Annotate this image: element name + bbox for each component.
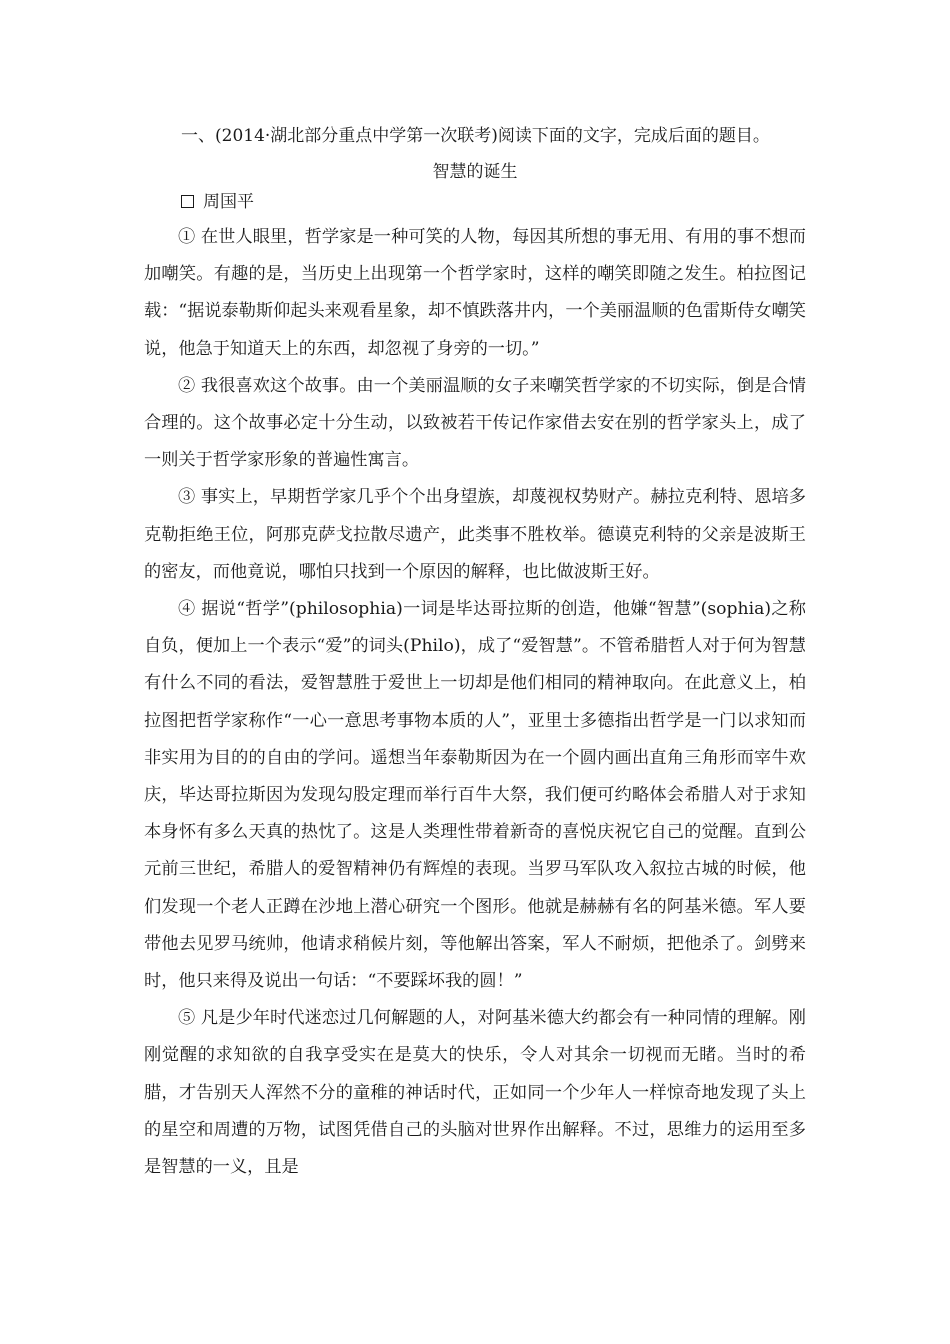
article-title: 智慧的诞生	[432, 162, 518, 182]
article-body	[144, 219, 806, 1186]
paragraph-3: ③ 事实上，早期哲学家几乎个个出身望族，却蔑视权势财产。赫拉克利特、恩培多克勒拒绝王位，阿那克萨戈拉散尽遗产，此类事不胜枚举。德谟克利特的父亲是波斯王的密友，而他竟说，哪怕只找到一个原因的解释，也比做波斯王好。	[144, 487, 806, 582]
author-name: 周国平	[203, 192, 254, 212]
author-byline	[181, 190, 254, 214]
question-heading: 一、(2014·湖北部分重点中学第一次联考)阅读下面的文字，完成后面的题目。	[181, 126, 770, 146]
paragraph-5: ⑤ 凡是少年时代迷恋过几何解题的人，对阿基米德大约都会有一种同情的理解。刚刚觉醒的求知欲的自我享受实在是莫大的快乐，令人对其余一切视而无睹。当时的希腊，才告别天人浑然不分的童稚的神话时代，正如同一个少年人一样惊奇地发现了头上的星空和周遭的万物，试图凭借自己的头脑对世界作出解释。不过，思维力的运用至多是智慧的一义，且是	[144, 1008, 806, 1178]
paragraph-4: ④ 据说“哲学”(philosophia)一词是毕达哥拉斯的创造，他嫌“智慧”(sophia)之称自负，便加上一个表示“爱”的词头(Philo)，成了“爱智慧”。不管希腊哲人对于何为智慧有什么不同的看法，爱智慧胜于爱世上一切却是他们相同的精神取向。在此意义上，柏拉图把哲学家称作“一心一意思考事物本质的人”，亚里士多德指出哲学是一门以求知而非实用为目的的自由的学问。遥想当年泰勒斯因为在一个圆内画出直角三角形而宰牛欢庆，毕达哥拉斯因为发现勾股定理而举行百牛大祭，我们便可约略体会希腊人对于求知本身怀有多么天真的热忱了。这是人类理性带着新奇的喜悦庆祝它自己的觉醒。直到公元前三世纪，希腊人的爱智精神仍有辉煌的表现。当罗马军队攻入叙拉古城的时候，他们发现一个老人正蹲在沙地上潜心研究一个图形。他就是赫赫有名的阿基米德。军人要带他去见罗马统帅，他请求稍候片刻，等他解出答案，军人不耐烦，把他杀了。剑劈来时，他只来得及说出一句话：“不要踩坏我的圆！”	[144, 599, 806, 992]
paragraph-1: ① 在世人眼里，哲学家是一种可笑的人物，每因其所想的事无用、有用的事不想而加嘲笑。有趣的是，当历史上出现第一个哲学家时，这样的嘲笑即随之发生。柏拉图记载：“据说泰勒斯仰起头来观看星象，却不慎跌落井内，一个美丽温顺的色雷斯侍女嘲笑说，他急于知道天上的东西，却忽视了身旁的一切。”	[144, 227, 806, 359]
paragraph-2: ② 我很喜欢这个故事。由一个美丽温顺的女子来嘲笑哲学家的不切实际，倒是合情合理的。这个故事必定十分生动，以致被若干传记作家借去安在别的哲学家头上，成了一则关于哲学家形象的普遍性寓言。	[144, 375, 806, 471]
square-bullet-icon	[181, 195, 194, 208]
